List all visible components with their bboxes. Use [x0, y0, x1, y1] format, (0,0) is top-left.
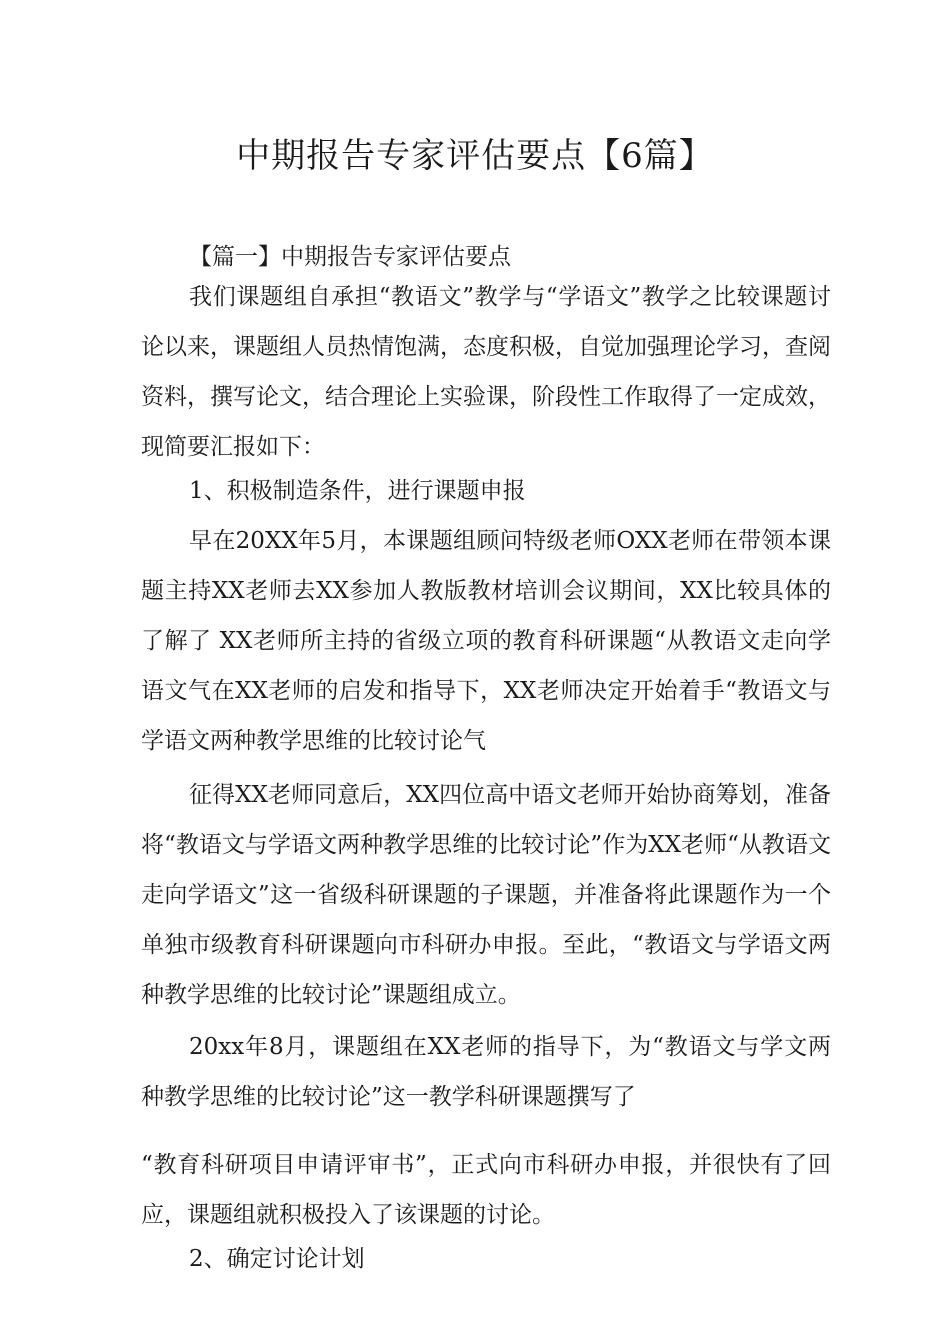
- document-title: 中期报告专家评估要点【6篇】: [236, 136, 714, 176]
- body-paragraph-2: 1、积极制造条件，进行课题申报: [189, 478, 526, 504]
- body-paragraph-7: 2、确定讨论计划: [189, 1246, 365, 1272]
- body-paragraph-5: 20xx年8月，课题组在XX老师的指导下，为“教语文与学文两种教学思维的比较讨论”这一教学科研课题撰写了: [141, 1034, 831, 1110]
- section-heading: 【篇一】中期报告专家评估要点: [189, 244, 511, 270]
- body-paragraph-1: 我们课题组自承担“教语文”教学与“学语文”教学之比较课题讨论以来，课题组人员热情饱满，态度积极，自觉加强理论学习，查阅资料，撰写论文，结合理论上实验课，阶段性工作取得了一定成效，现简要汇报如下：: [141, 284, 831, 460]
- body-paragraph-6: “教育科研项目申请评审书”，正式向市科研办申报，并很快有了回应，课题组就积极投入了该课题的讨论。: [141, 1152, 831, 1228]
- body-paragraph-4: 征得XX老师同意后，XX四位高中语文老师开始协商筹划，准备将“教语文与学语文两种教学思维的比较讨论”作为XX老师“从教语文走向学语文”这一省级科研课题的子课题，并准备将此课题作为一个单独市级教育科研课题向市科研办申报。至此，“教语文与学语文两种教学思维的比较讨论”课题组成立。: [141, 782, 831, 1008]
- body-paragraph-3: 早在20XX年5月，本课题组顾问特级老师OXX老师在带领本课题主持XX老师去XX参加人教版教材培训会议期间，XX比较具体的了解了 XX老师所主持的省级立项的教育科研课题“从教语文走向学语文气在XX老师的启发和指导下，XX老师决定开始着手“教语文与学语文两种教学思维的比较讨论气: [141, 528, 831, 754]
